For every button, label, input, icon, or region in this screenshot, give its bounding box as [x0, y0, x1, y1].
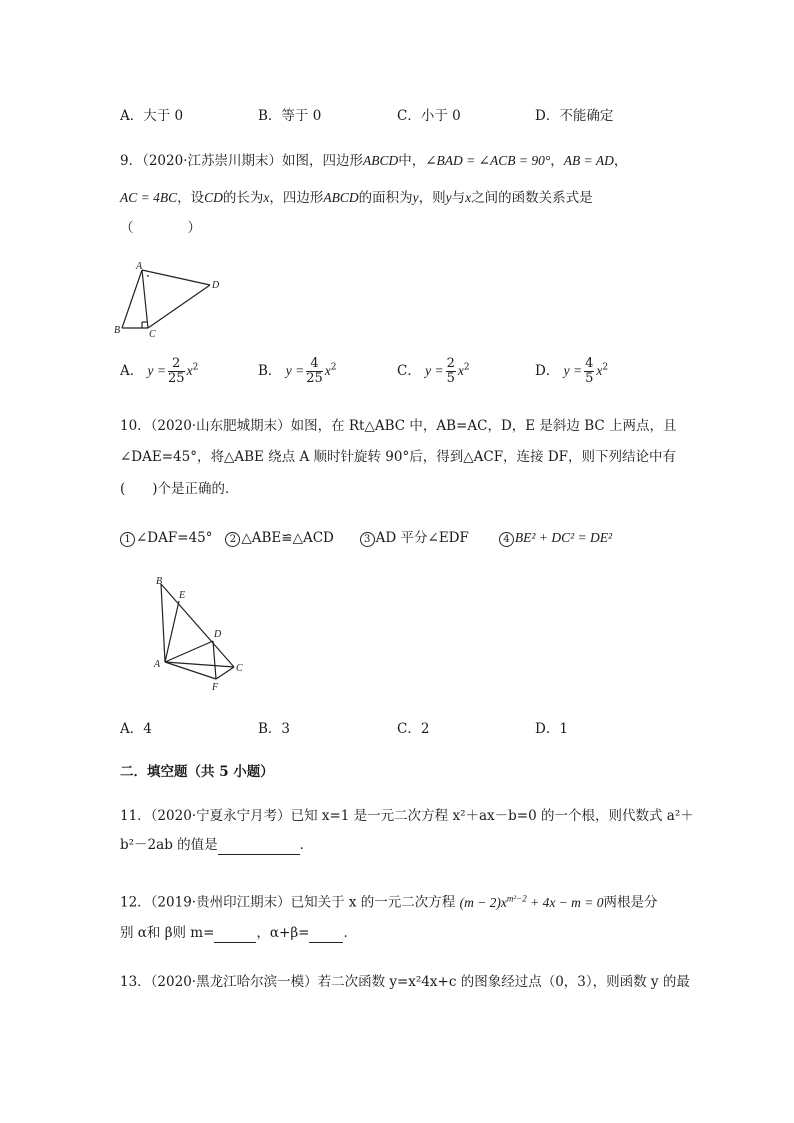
- q9-line-1: 9．（2020·江苏崇川期末）如图，四边形ABCD中，∠BAD = ∠ACB = 90°，AB = AD，: [120, 153, 628, 169]
- q12-line-2: 别 α和 β则 m= ，α+β= ．: [120, 925, 357, 941]
- q10-label-c: C: [236, 663, 243, 674]
- q10-option-d: D．1: [535, 721, 568, 737]
- q8-option-d: D．不能确定: [535, 108, 614, 124]
- q9-option-b: B． y = $\frac{4}{25}$ $x^2$: [258, 356, 337, 386]
- q10-option-c: C．2: [397, 721, 430, 737]
- q10-label-d: D: [214, 629, 222, 640]
- q9-label-b: B: [114, 325, 121, 336]
- q8-option-a: A．大于 0: [120, 108, 184, 124]
- q12-equation: $(m - 2)x^{m^2-2} + 4x - m = 0$: [459, 893, 604, 910]
- q10-figure: [148, 574, 248, 692]
- q9-option-c: C． y = $\frac{2}{5}$ $x^2$: [397, 356, 470, 386]
- q10-label-a: A: [154, 659, 161, 670]
- q10-label-f: F: [212, 682, 219, 692]
- q10-option-a: A．4: [120, 721, 152, 737]
- q9-figure: [114, 258, 224, 340]
- q9-label-c: C: [149, 329, 156, 340]
- q9-label-a: A: [136, 261, 143, 272]
- q9-line-3: （ ）: [120, 220, 201, 236]
- q12-sum-blank[interactable]: [309, 926, 343, 943]
- q12-line-1: 12．（2019·贵州印江期末）已知关于 x 的一元二次方程 $(m - 2)x^{m^2-2} + 4x - m = 0$两根是分: [120, 893, 658, 911]
- q10-label-e: E: [179, 590, 186, 601]
- q11-line-2: b²－2ab 的值是 ．: [120, 837, 314, 853]
- q13-line-1: 13．（2020·黑龙江哈尔滨一模）若二次函数 y=x²4x+c 的图象经过点（0，3），则函数 y 的最: [120, 974, 690, 990]
- q8-option-c: C．小于 0: [397, 108, 461, 124]
- q10-line-3: ( )个是正确的．: [120, 481, 239, 497]
- q9-option-d: D． y = $\frac{4}{5}$ $x^2$: [535, 356, 609, 386]
- section-heading: 二．填空题（共 5 小题）: [120, 764, 274, 780]
- q9-option-a: A． y = $\frac{2}{25}$ $x^2$: [120, 356, 199, 386]
- q11-line-1: 11．（2020·宁夏永宁月考）已知 x=1 是一元二次方程 x²＋ax－b=0 的一个根，则代数式 a²＋: [120, 808, 694, 824]
- q9-line-2: AC = 4BC，设CD的长为x，四边形ABCD的面积为y，则y与x之间的函数关系式是: [120, 190, 593, 206]
- q12-m-blank[interactable]: [214, 926, 256, 943]
- q10-option-b: B．3: [258, 721, 291, 737]
- q8-option-b: B．等于 0: [258, 108, 322, 124]
- q10-label-b: B: [156, 576, 163, 587]
- q10-line-1: 10．（2020·山东肥城期末）如图，在 Rt△ABC 中，AB=AC，D，E 是斜边 BC 上两点，且: [120, 418, 677, 434]
- q10-statements: 1 ∠DAF=45° 2 △ABE≌△ACD 3 AD 平分∠EDF 4 BE² + DC² = DE²: [120, 528, 612, 548]
- q9-label-d: D: [212, 280, 220, 291]
- q10-line-2: ∠DAE=45°，将△ABE 绕点 A 顺时针旋转 90°后，得到△ACF，连接 DF，则下列结论中有: [120, 449, 677, 465]
- q11-answer-blank[interactable]: [218, 838, 300, 855]
